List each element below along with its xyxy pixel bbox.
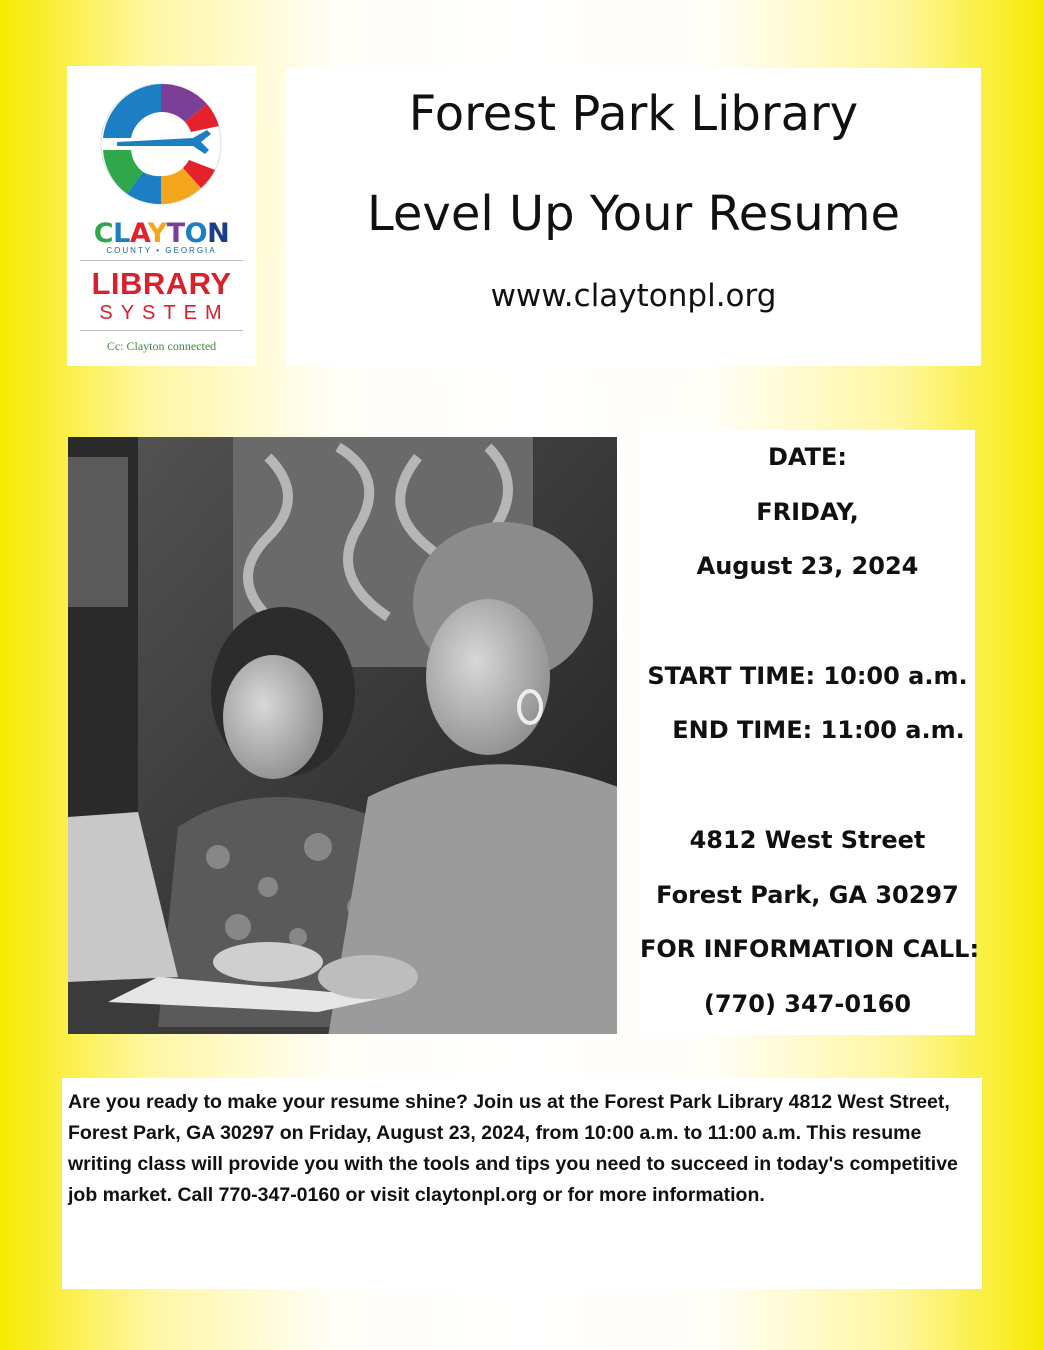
- page-title-library: Forest Park Library: [408, 86, 859, 142]
- logo-divider: [80, 260, 243, 261]
- clayton-globe-icon: [97, 78, 227, 216]
- clayton-library-logo: [67, 66, 256, 366]
- start-time: START TIME: 10:00 a.m.: [647, 662, 968, 690]
- address-city: Forest Park, GA 30297: [656, 881, 959, 909]
- phone-number[interactable]: (770) 347-0160: [703, 990, 912, 1018]
- county-georgia-text: COUNTY • GEORGIA: [106, 246, 217, 255]
- logo-divider-2: [80, 330, 243, 331]
- library-wordmark: LIBRARY: [91, 266, 232, 301]
- date-label: DATE:: [768, 443, 847, 471]
- event-date: August 23, 2024: [696, 552, 919, 580]
- info-call-label: FOR INFORMATION CALL:: [640, 935, 980, 963]
- clayton-wordmark: CLAYTON: [93, 218, 230, 249]
- event-day: FRIDAY,: [756, 498, 859, 526]
- logo-tagline: Cc: Clayton connected: [106, 339, 217, 353]
- description-panel: [62, 1078, 982, 1289]
- event-photo: [68, 437, 617, 1034]
- women-at-laptop-image: [68, 437, 617, 1034]
- website-link[interactable]: www.claytonpl.org: [490, 278, 777, 314]
- end-time: END TIME: 11:00 a.m.: [672, 716, 965, 744]
- event-description: Are you ready to make your resume shine? Join us at the Forest Park Library 4812 West Street, Forest Park, GA 30297 on Friday, August 23, 2024, from 10:00 a.m. to 11:00 a.m. This resume writing class will provide you with the tools and tips you need to succeed in today's competitive job market. Call 770-347-0160 or visit claytonpl.org or for more information.: [68, 1091, 958, 1206]
- address-street: 4812 West Street: [689, 826, 926, 854]
- event-info-panel: [640, 430, 980, 1035]
- system-wordmark: SYSTEM: [99, 302, 230, 324]
- page-title-event: Level Up Your Resume: [367, 186, 900, 242]
- title-panel: [286, 68, 981, 366]
